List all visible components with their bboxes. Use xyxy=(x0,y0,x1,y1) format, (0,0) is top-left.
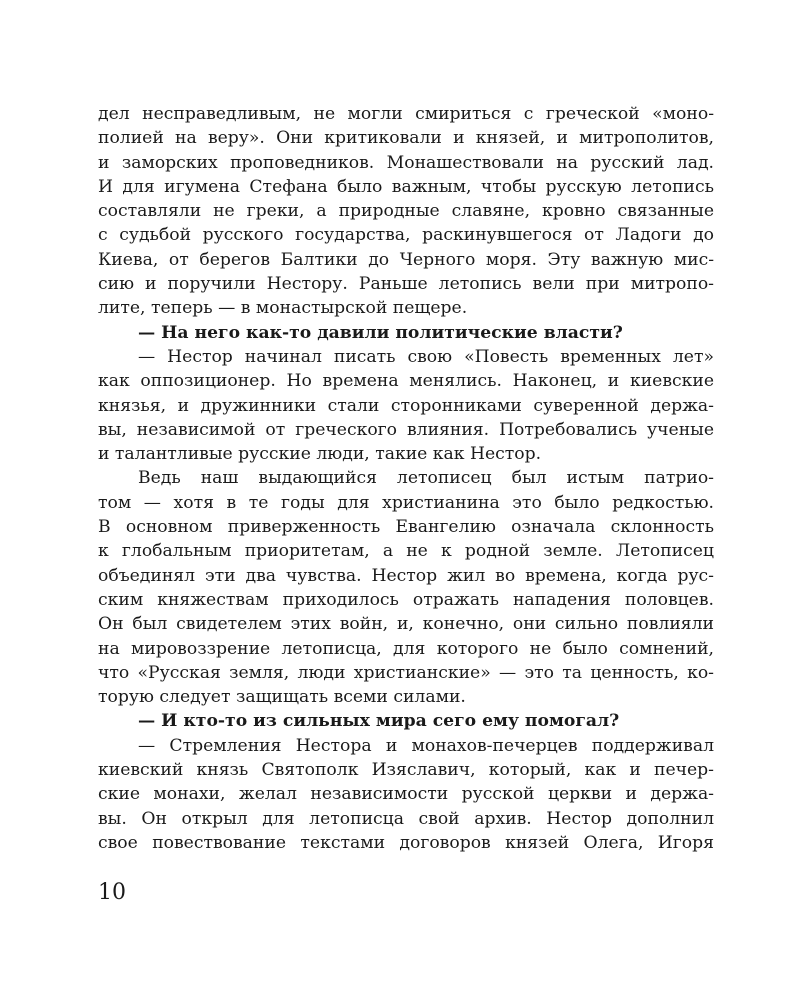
text-line: полией на веру». Они критиковали и князей, и митрополитов, xyxy=(98,128,714,149)
page-number: 10 xyxy=(98,880,126,905)
text-line: киевский князь Святополк Изяславич, который, как и печер- xyxy=(98,760,714,781)
text-line: ские монахи, желал независимости русской церкви и держа- xyxy=(98,784,714,805)
interview-question-line: — И кто-то из сильных мира сего ему помогал? xyxy=(138,711,620,732)
page-body xyxy=(98,102,714,855)
text-line: что «Русская земля, люди христианские» — это та ценность, ко- xyxy=(98,662,714,683)
text-line: Ведь наш выдающийся летописец был истым патрио- xyxy=(138,468,714,489)
text-line: — Стремления Нестора и монахов-печерцев поддерживал xyxy=(138,735,714,756)
text-line: сию и поручили Нестору. Раньше летопись вели при митропо- xyxy=(98,274,714,295)
text-line: Киева, от берегов Балтики до Черного моря. Эту важную мис- xyxy=(98,249,714,270)
text-line: к глобальным приоритетам, а не к родной земле. Летописец xyxy=(98,541,714,562)
text-line: составляли не греки, а природные славяне, кровно связанные xyxy=(98,201,714,222)
text-line: с судьбой русского государства, раскинувшегося от Ладоги до xyxy=(98,225,714,246)
text-line: вы, независимой от греческого влияния. Потребовались ученые xyxy=(98,419,714,440)
text-line: И для игумена Стефана было важным, чтобы русскую летопись xyxy=(98,176,714,197)
text-line: князья, и дружинники стали сторонниками суверенной держа- xyxy=(98,395,714,416)
text-line: том — хотя в те годы для христианина это было редкостью. xyxy=(98,492,714,513)
text-line: вы. Он открыл для летописца свой архив. Нестор дополнил xyxy=(98,808,714,829)
text-line: торую следует защищать всеми силами. xyxy=(98,687,466,708)
text-line: ским княжествам приходилось отражать нападения половцев. xyxy=(98,589,714,610)
text-line: объединял эти два чувства. Нестор жил во времена, когда рус- xyxy=(98,565,714,586)
interview-question-line: — На него как-то давили политические власти? xyxy=(138,322,623,343)
text-line: — Нестор начинал писать свою «Повесть временных лет» xyxy=(138,346,714,367)
text-line: и заморских проповедников. Монашествовали на русский лад. xyxy=(98,152,714,173)
text-line: как оппозиционер. Но времена менялись. Наконец, и киевские xyxy=(98,371,714,392)
text-line: В основном приверженность Евангелию означала склонность xyxy=(98,517,714,538)
text-line: дел несправедливым, не могли смириться с греческой «моно- xyxy=(98,104,714,124)
text-line: лите, теперь — в монастырской пещере. xyxy=(98,298,468,319)
text-line: на мировоззрение летописца, для которого не было сомнений, xyxy=(98,638,714,659)
text-line: и талантливые русские люди, такие как Нестор. xyxy=(98,444,542,465)
text-line: свое повествование текстами договоров князей Олега, Игоря xyxy=(98,832,714,853)
text-line: Он был свидетелем этих войн, и, конечно, они сильно повлияли xyxy=(98,614,714,635)
